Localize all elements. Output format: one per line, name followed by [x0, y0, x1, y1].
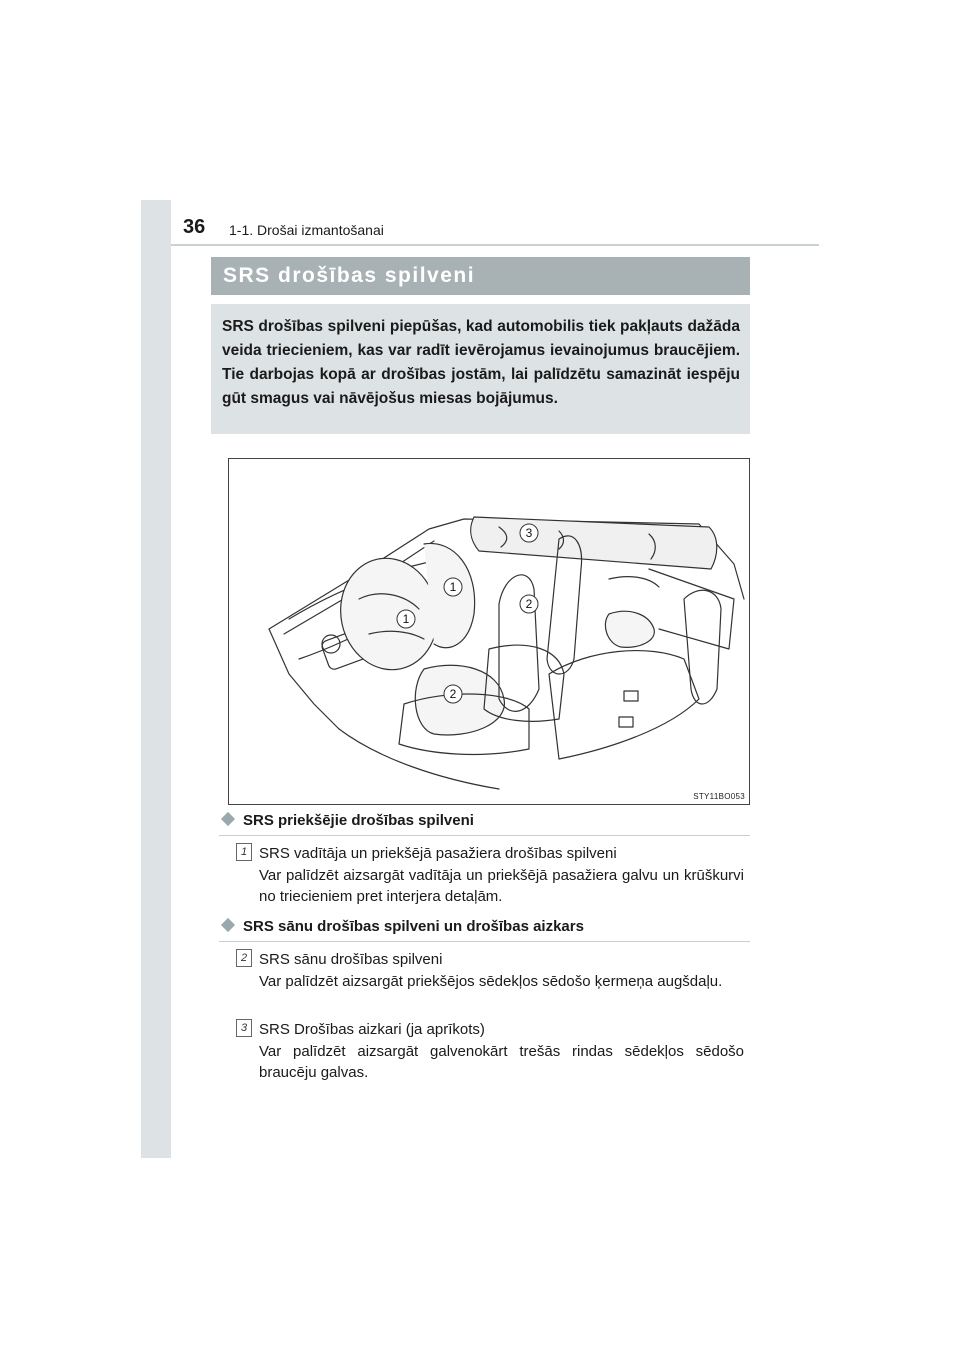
- item-number-box: 3: [236, 1019, 252, 1037]
- item-side-airbags: [259, 949, 744, 992]
- section-heading-side-airbags: [220, 918, 750, 935]
- item-title: SRS vadītāja un priekšējā pasažiera drošības spilveni: [259, 845, 617, 862]
- section-divider: [219, 835, 750, 836]
- page-number: 36: [183, 216, 206, 238]
- section-label: 1-1. Drošai izmantošanai: [229, 222, 384, 238]
- callout-label: 1: [449, 580, 457, 594]
- intro-text: SRS drošības spilveni piepūšas, kad automobilis tiek pakļauts dažāda veida triecieniem, kas var radīt ievērojamus ievainojumus braucējiem. Tie darbojas kopā ar drošības jostām, lai palīdzētu samazināt iespēju gūt smagus vai nāvējošus miesas bojājumus.: [222, 318, 740, 407]
- airbag-illustration: [228, 458, 750, 805]
- car-interior-drawing: [229, 459, 749, 804]
- callout-label: 3: [525, 526, 533, 540]
- callout-label: 2: [449, 687, 457, 701]
- item-description: Var palīdzēt aizsargāt priekšējos sēdekļos sēdošo ķermeņa augšdaļu.: [259, 972, 723, 990]
- intro-box: [211, 304, 750, 434]
- diamond-bullet-icon: [221, 812, 235, 826]
- item-front-airbags: [259, 843, 744, 908]
- side-tab-bar: [141, 200, 171, 1158]
- item-description: Var palīdzēt aizsargāt vadītāja un priekšējā pasažiera galvu un krūškurvi no triecieniem pret interjera detaļām.: [259, 866, 744, 905]
- title-bar: [211, 257, 750, 295]
- header-divider: [171, 244, 819, 246]
- item-title: SRS sānu drošības spilveni: [259, 951, 443, 968]
- section-heading-front-airbags: [220, 812, 750, 829]
- diamond-bullet-icon: [221, 918, 235, 932]
- item-curtain-airbags: [259, 1019, 744, 1084]
- page-title: SRS drošības spilveni: [223, 264, 476, 287]
- figure-code: STY11BO053: [693, 792, 745, 801]
- callout-label: 1: [402, 612, 410, 626]
- section-divider: [219, 941, 750, 942]
- callout-label: 2: [525, 597, 533, 611]
- section-heading-text: SRS priekšējie drošības spilveni: [243, 812, 474, 829]
- item-description: Var palīdzēt aizsargāt galvenokārt trešās rindas sēdekļos sēdošo braucēju galvas.: [259, 1042, 744, 1081]
- item-number-box: 2: [236, 949, 252, 967]
- section-heading-text: SRS sānu drošības spilveni un drošības aizkars: [243, 918, 584, 935]
- item-title: SRS Drošības aizkari (ja aprīkots): [259, 1021, 485, 1038]
- item-number-box: 1: [236, 843, 252, 861]
